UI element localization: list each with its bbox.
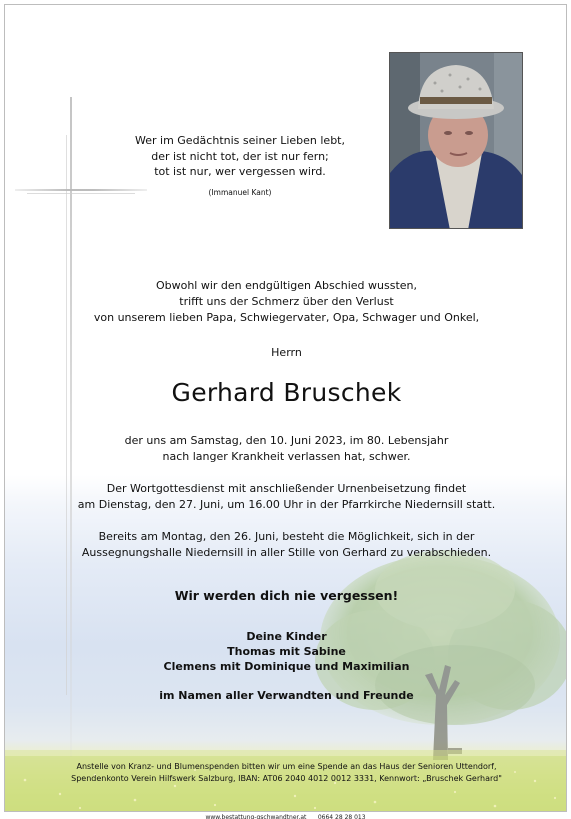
donation-footer [5, 761, 567, 784]
deceased-name: Gerhard Bruschek [171, 378, 402, 407]
family-line: Clemens mit Dominique und Maximilian [163, 660, 410, 673]
farewell-line: Aussegnungshalle Niedernsill in aller Stille von Gerhard zu verabschieden. [81, 546, 492, 559]
family-line: Thomas mit Sabine [227, 645, 346, 658]
phone-number: 0664 28 28 013 [317, 814, 366, 819]
family-list [5, 629, 567, 674]
farewell-line: Bereits am Montag, den 26. Juni, besteht die Möglichkeit, sich in der [98, 530, 475, 543]
death-notice-line: der uns am Samstag, den 10. Juni 2023, im 80. Lebensjahr [124, 434, 449, 447]
cross-vertical-shadow [66, 135, 67, 695]
footer-line: Anstelle von Kranz- und Blumenspenden bitten wir um eine Spende an das Haus der Senioren Uttendorf, [76, 762, 497, 771]
relatives-line: im Namen aller Verwandten und Freunde [159, 689, 414, 702]
intro-line: Obwohl wir den endgültigen Abschied wussten, [155, 279, 418, 292]
quote-line: Wer im Gedächtnis seiner Lieben lebt, [135, 134, 345, 147]
portrait-photo [389, 52, 523, 229]
intro-paragraph [5, 278, 567, 326]
family-line: Deine Kinder [246, 630, 327, 643]
footer-line: Spendenkonto Verein Hilfswerk Salzburg, IBAN: AT06 2040 4012 0012 3331, Kennwort: „Bruschek Gerhard" [71, 773, 502, 783]
parte-sheet [4, 4, 567, 812]
intro-line: von unserem lieben Papa, Schwiegervater, Opa, Schwager und Onkel, [93, 311, 480, 324]
service-line: am Dienstag, den 27. Juni, um 16.00 Uhr in der Pfarrkirche Niedernsill statt. [77, 498, 496, 511]
memorial-quote [95, 133, 385, 180]
service-info [5, 481, 567, 513]
death-notice-line: nach langer Krankheit verlassen hat, schwer. [162, 450, 411, 463]
website-link[interactable]: www.bestattung-gschwandtner.at [205, 814, 307, 819]
farewell-info [5, 529, 567, 561]
intro-line: trifft uns der Schmerz über den Verlust [179, 295, 394, 308]
service-line: Der Wortgottesdienst mit anschließender Urnenbeisetzung findet [106, 482, 467, 495]
contact-line [0, 814, 571, 819]
quote-line: tot ist nur, wer vergessen wird. [154, 165, 326, 178]
quote-author: (Immanuel Kant) [208, 188, 272, 197]
motto: Wir werden dich nie vergessen! [174, 588, 399, 603]
death-notice [5, 433, 567, 465]
salutation: Herrn [271, 346, 302, 359]
quote-line: der ist nicht tot, der ist nur fern; [151, 149, 329, 163]
